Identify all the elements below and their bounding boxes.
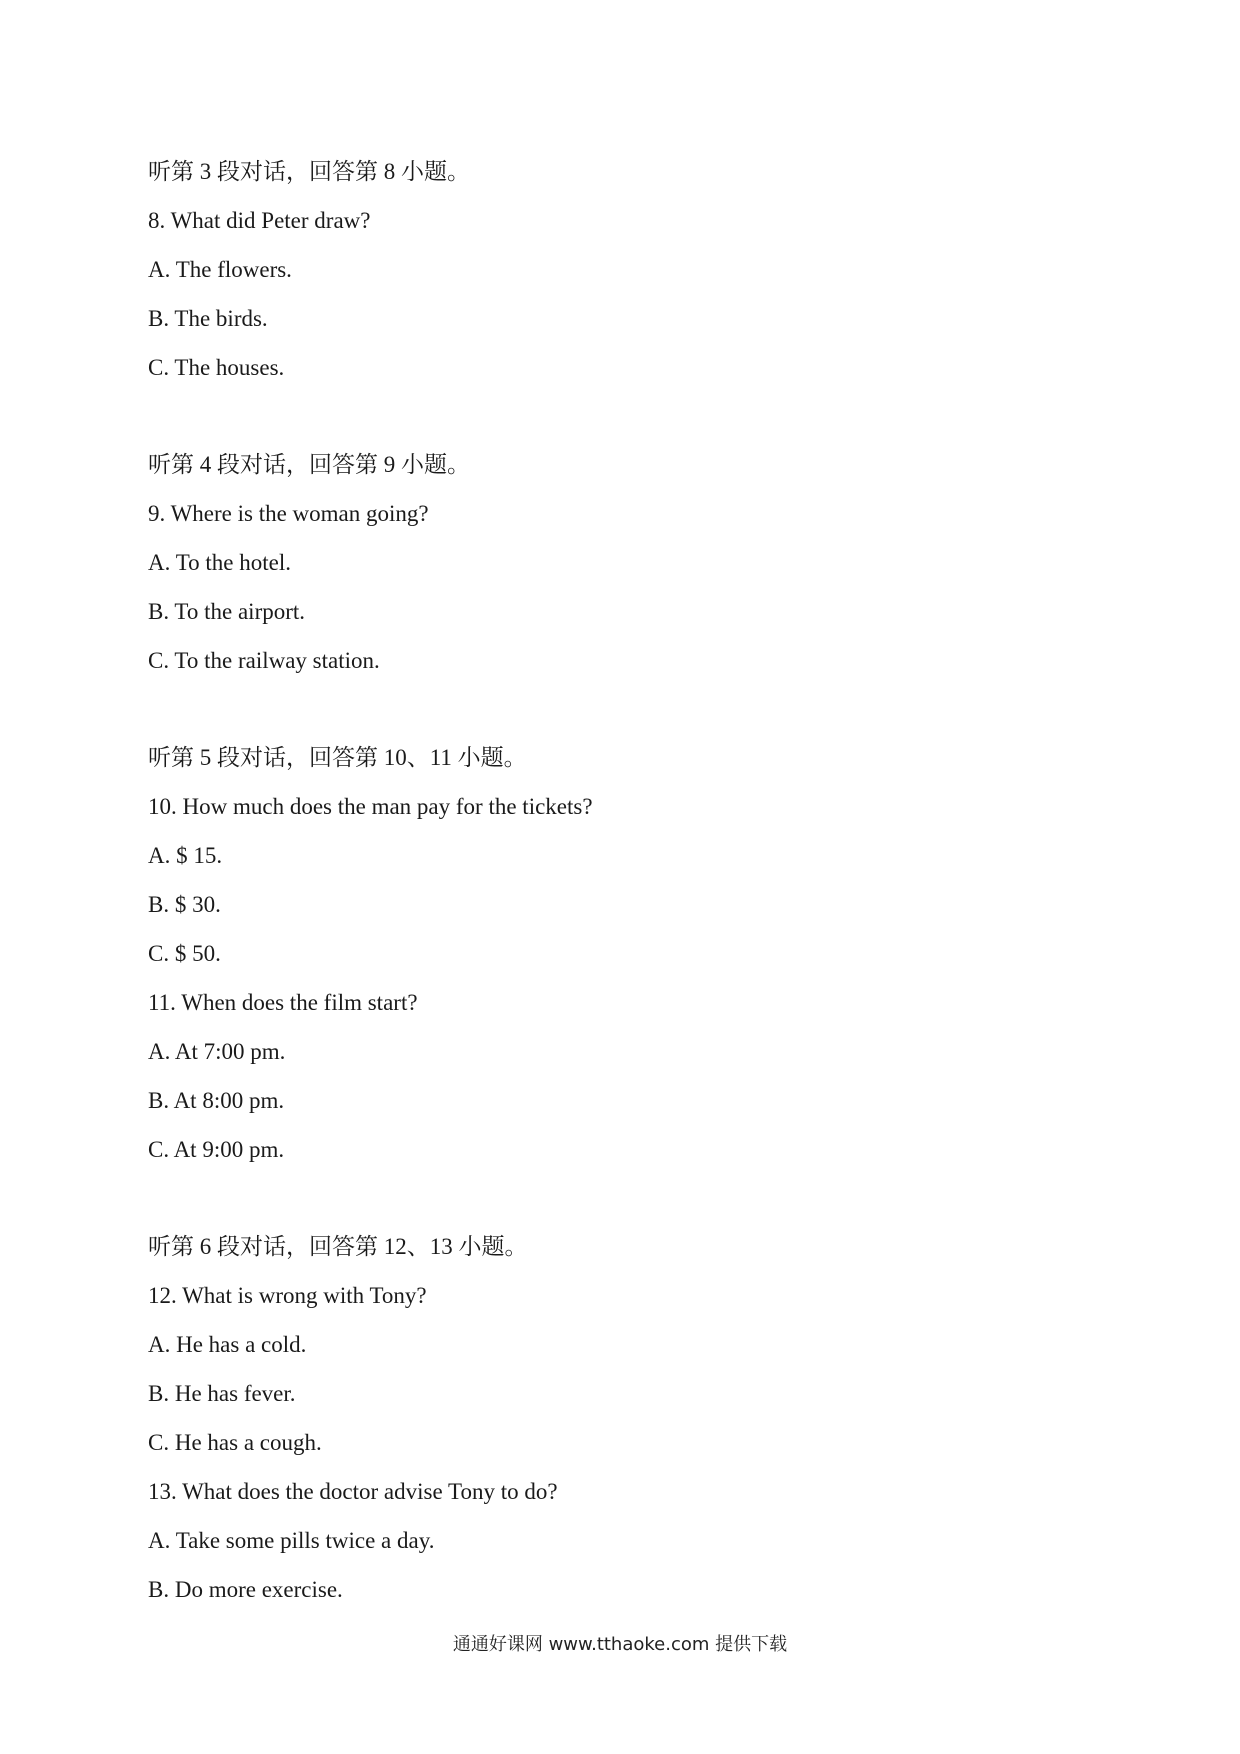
answer-option: B. Do more exercise. (148, 1577, 343, 1602)
answer-option: C. To the railway station. (148, 648, 380, 673)
answer-option: B. At 8:00 pm. (148, 1088, 285, 1113)
question-stem: 13. What does the doctor advise Tony to do? (148, 1479, 558, 1504)
answer-option: A. $ 15. (148, 843, 223, 868)
answer-option: A. At 7:00 pm. (148, 1039, 286, 1064)
section-header: 听第 5 段对话，回答第 10、11 小题。 (148, 745, 527, 770)
answer-option: B. To the airport. (148, 599, 306, 624)
question-stem: 12. What is wrong with Tony? (148, 1283, 427, 1308)
answer-option: A. The flowers. (148, 257, 292, 282)
question-stem: 9. Where is the woman going? (148, 501, 429, 526)
question-stem: 8. What did Peter draw? (148, 208, 371, 233)
question-stem: 10. How much does the man pay for the tickets? (148, 794, 593, 819)
answer-option: A. He has a cold. (148, 1332, 307, 1357)
answer-option: B. The birds. (148, 306, 268, 331)
page-footer: 通通好课网 www.tthaoke.com 提供下载 (452, 1634, 788, 1655)
answer-option: C. The houses. (148, 355, 285, 380)
answer-option: C. At 9:00 pm. (148, 1137, 285, 1162)
answer-option: B. $ 30. (148, 892, 221, 917)
answer-option: C. $ 50. (148, 941, 221, 966)
answer-option: C. He has a cough. (148, 1430, 322, 1455)
section-header: 听第 4 段对话，回答第 9 小题。 (148, 452, 470, 477)
answer-option: A. To the hotel. (148, 550, 291, 575)
section-header: 听第 3 段对话，回答第 8 小题。 (148, 159, 470, 184)
section-header: 听第 6 段对话，回答第 12、13 小题。 (148, 1234, 528, 1259)
answer-option: A. Take some pills twice a day. (148, 1528, 435, 1553)
answer-option: B. He has fever. (148, 1381, 296, 1406)
question-stem: 11. When does the film start? (148, 990, 418, 1015)
